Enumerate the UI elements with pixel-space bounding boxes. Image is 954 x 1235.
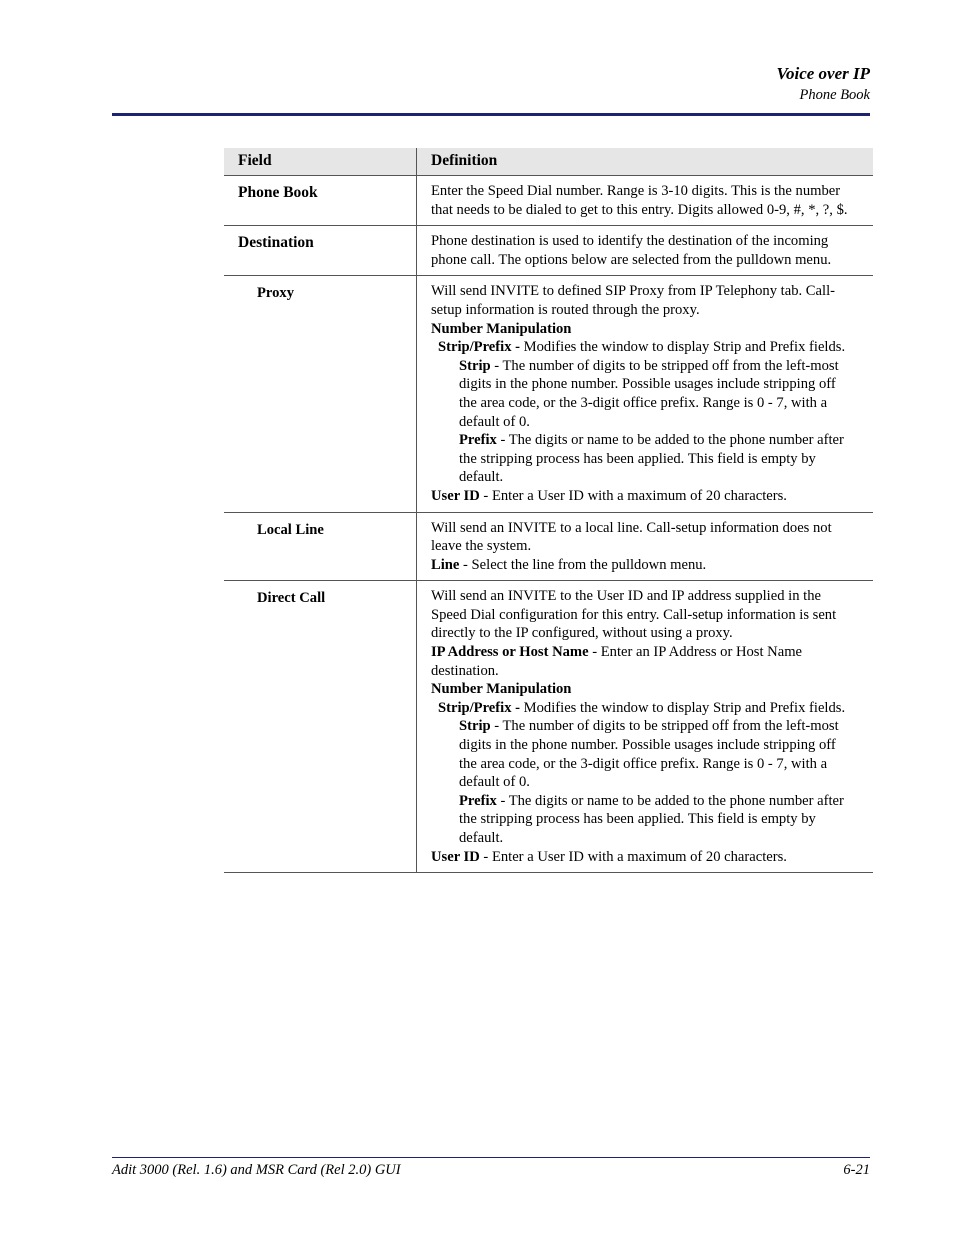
- prefix-line: [431, 792, 873, 811]
- prefix-label: Prefix: [459, 432, 497, 449]
- definition-proxy: [417, 276, 874, 512]
- field-phone-book: Phone Book: [224, 176, 417, 226]
- strip-label: Strip: [459, 718, 491, 735]
- table-row-local-line: [224, 512, 873, 581]
- line-label: Line: [431, 556, 460, 573]
- text-line: destination.: [431, 662, 499, 679]
- text-line: leave the system.: [431, 538, 532, 555]
- text-line: directly to the IP configured, without using a proxy.: [431, 625, 733, 642]
- definition-direct-call: [417, 581, 874, 873]
- strip-prefix-label: Strip/Prefix -: [438, 699, 521, 716]
- field-local-line: Local Line: [224, 512, 417, 581]
- text-line: setup information is routed through the proxy.: [431, 301, 700, 318]
- text-line: default of 0.: [459, 413, 530, 430]
- strip-text: - The number of digits to be stripped off from the left-most: [490, 718, 839, 735]
- strip-prefix-text: Modifies the window to display Strip and Prefix fields.: [520, 339, 846, 356]
- strip-prefix-line: [431, 338, 873, 357]
- strip-text: - The number of digits to be stripped off from the left-most: [490, 357, 839, 374]
- prefix-label: Prefix: [459, 792, 497, 809]
- page-number: 6-21: [843, 1162, 870, 1178]
- text-line: the area code, or the 3-digit office prefix. Range is 0 - 7, with a: [459, 755, 828, 772]
- field-direct-call: Direct Call: [224, 581, 417, 873]
- text-line: Phone destination is used to identify the destination of the incoming: [431, 233, 829, 250]
- text-line: digits in the phone number. Possible usages include stripping off: [459, 376, 836, 393]
- column-header-field: Field: [224, 148, 417, 176]
- text-line: the area code, or the 3-digit office prefix. Range is 0 - 7, with a: [459, 394, 828, 411]
- table-row-destination: [224, 226, 873, 276]
- definition-local-line: [417, 512, 874, 581]
- number-manipulation-heading: Number Manipulation: [431, 681, 572, 698]
- table-header-row: [224, 148, 873, 176]
- table-row-direct-call: [224, 581, 873, 873]
- text-line: default.: [459, 830, 504, 846]
- line-text: - Select the line from the pulldown menu.: [459, 556, 707, 573]
- footer-rule: [112, 1157, 870, 1158]
- strip-line: [431, 357, 873, 376]
- header-rule: [112, 113, 870, 116]
- field-proxy: Proxy: [224, 276, 417, 512]
- strip-prefix-label: Strip/Prefix -: [438, 339, 521, 356]
- text-line: Speed Dial configuration for this entry. Call-setup information is sent: [431, 606, 837, 623]
- text-line: digits in the phone number. Possible usages include stripping off: [459, 737, 836, 754]
- text-line: Will send an INVITE to the User ID and IP address supplied in the: [431, 588, 821, 605]
- text-line: phone call. The options below are selected from the pulldown menu.: [431, 251, 832, 268]
- text-line: Will send an INVITE to a local line. Call-setup information does not: [431, 519, 832, 536]
- ip-address-line: [431, 643, 873, 662]
- section-subtitle: Phone Book: [799, 87, 870, 103]
- number-manipulation-heading: Number Manipulation: [431, 320, 572, 337]
- text-line: Enter the Speed Dial number. Range is 3-10 digits. This is the number: [431, 183, 841, 199]
- text-line: the stripping process has been applied. This field is empty by: [459, 811, 816, 828]
- text-line: default.: [459, 469, 504, 486]
- strip-line: [431, 717, 873, 736]
- line-select-line: [431, 556, 873, 575]
- field-destination: Destination: [224, 226, 417, 276]
- table-row-phone-book: [224, 176, 873, 226]
- text-line: default of 0.: [459, 774, 530, 791]
- prefix-line: [431, 431, 873, 450]
- user-id-text: - Enter a User ID with a maximum of 20 characters.: [479, 487, 787, 504]
- ip-address-text: - Enter an IP Address or Host Name: [588, 644, 803, 661]
- column-header-definition: Definition: [417, 148, 874, 176]
- prefix-text: - The digits or name to be added to the phone number after: [496, 792, 844, 809]
- text-line: the stripping process has been applied. This field is empty by: [459, 450, 816, 467]
- text-line: that needs to be dialed to get to this entry. Digits allowed 0-9, #, *, ?, $.: [431, 201, 848, 218]
- ip-address-label: IP Address or Host Name: [431, 644, 589, 661]
- strip-prefix-text: Modifies the window to display Strip and Prefix fields.: [520, 699, 846, 716]
- text-line: Will send INVITE to defined SIP Proxy from IP Telephony tab. Call-: [431, 283, 835, 300]
- field-definition-table: [224, 148, 873, 873]
- user-id-label: User ID: [431, 487, 480, 504]
- definition-phone-book: [417, 176, 874, 226]
- strip-label: Strip: [459, 357, 491, 374]
- user-id-text: - Enter a User ID with a maximum of 20 characters.: [479, 848, 787, 865]
- footer-document-title: Adit 3000 (Rel. 1.6) and MSR Card (Rel 2.0) GUI: [112, 1162, 401, 1178]
- prefix-text: - The digits or name to be added to the phone number after: [496, 432, 844, 449]
- section-title: Voice over IP: [776, 64, 870, 83]
- strip-prefix-line: [431, 699, 873, 718]
- user-id-label: User ID: [431, 848, 480, 865]
- table-row-proxy: [224, 276, 873, 512]
- definition-destination: [417, 226, 874, 276]
- user-id-line: [431, 487, 873, 506]
- user-id-line: [431, 848, 873, 867]
